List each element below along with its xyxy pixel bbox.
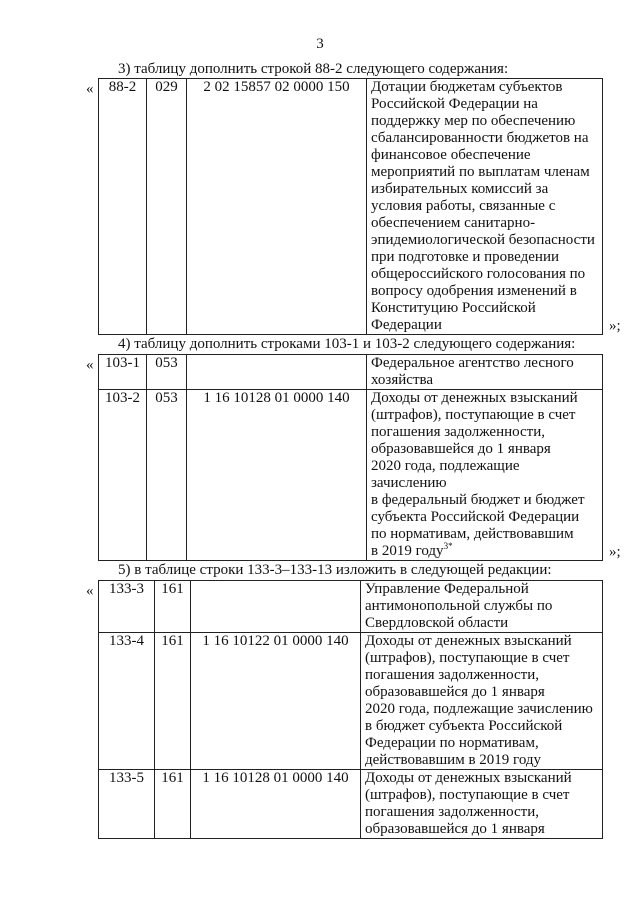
admin-code-cell: 053	[147, 355, 187, 390]
description-line: Управление Федеральной	[365, 581, 529, 597]
section5-heading: 5) в таблице строки 133-3–133-13 изложить в следующей редакции:	[118, 562, 552, 578]
section5-open-quote: «	[86, 583, 94, 599]
table-row	[99, 770, 603, 839]
description-line: финансовое обеспечение	[371, 147, 531, 163]
description-line: погашения задолженности,	[365, 667, 539, 683]
budget-code-cell: 1 16 10128 01 0000 140	[191, 770, 361, 839]
description-line: Доходы от денежных взысканий	[371, 390, 578, 406]
description-line: (штрафов), поступающие в счет	[371, 407, 576, 423]
admin-code-cell: 161	[155, 581, 191, 633]
description-line	[371, 543, 598, 560]
description-line: Федерации по нормативам,	[365, 735, 539, 751]
description-cell	[367, 390, 603, 561]
section4-table-body	[99, 355, 603, 561]
description-line: при подготовке и проведении	[371, 249, 560, 265]
description-line-text: в 2019 году	[371, 543, 444, 559]
description-line: Доходы от денежных взысканий	[365, 770, 572, 786]
section4-close-mark: »;	[609, 544, 621, 560]
footnote-mark: 3*	[443, 541, 453, 551]
description-line: Российской Федерации на	[371, 96, 538, 112]
description-cell	[361, 581, 603, 633]
section3-open-quote: «	[86, 81, 94, 97]
budget-code-cell: 1 16 10128 01 0000 140	[187, 390, 367, 561]
section5-table-body	[99, 581, 603, 839]
description-line: хозяйства	[371, 372, 434, 388]
description-line: субъекта Российской Федерации	[371, 509, 580, 525]
table-row	[99, 79, 603, 335]
description-line: (штрафов), поступающие в счет	[365, 787, 570, 803]
description-line: 2020 года, подлежащие зачислению	[365, 701, 593, 717]
row-number-cell: 103-2	[99, 390, 147, 561]
budget-code-cell	[187, 355, 367, 390]
description-line: Конституцию Российской	[371, 300, 536, 316]
budget-code-cell: 2 02 15857 02 0000 150	[187, 79, 367, 335]
description-line: Доходы от денежных взысканий	[365, 633, 572, 649]
description-line: Федерации	[371, 317, 442, 333]
admin-code-cell: 029	[147, 79, 187, 335]
section3-close-mark: »;	[609, 318, 621, 334]
description-cell	[361, 770, 603, 839]
description-line: в бюджет субъекта Российской	[365, 718, 563, 734]
section4-open-quote: «	[86, 357, 94, 373]
description-line: (штрафов), поступающие в счет	[365, 650, 570, 666]
description-line: образовавшейся до 1 января	[365, 684, 545, 700]
description-line: по нормативам, действовавшим	[371, 526, 574, 542]
section4-heading: 4) таблицу дополнить строками 103-1 и 103-2 следующего содержания:	[118, 336, 576, 352]
admin-code-cell: 161	[155, 633, 191, 770]
section3-heading: 3) таблицу дополнить строкой 88-2 следующего содержания:	[118, 61, 509, 77]
description-line: образовавшейся до 1 января	[371, 441, 551, 457]
description-line: общероссийского голосования по	[371, 266, 586, 282]
description-line: Федеральное агентство лесного	[371, 355, 574, 371]
description-line: погашения задолженности,	[371, 424, 545, 440]
table-row	[99, 633, 603, 770]
row-number-cell: 133-4	[99, 633, 155, 770]
section3-table	[98, 78, 603, 335]
description-line: 2020 года, подлежащие зачислению	[371, 458, 520, 491]
description-line: погашения задолженности,	[365, 804, 539, 820]
description-line: мероприятий по выплатам членам	[371, 164, 590, 180]
description-line: эпидемиологической безопасности	[371, 232, 595, 248]
description-cell	[367, 79, 603, 335]
description-line: обеспечением санитарно-	[371, 215, 536, 231]
description-line: вопросу одобрения изменений в	[371, 283, 577, 299]
row-number-cell: 103-1	[99, 355, 147, 390]
admin-code-cell: 053	[147, 390, 187, 561]
row-number-cell: 133-5	[99, 770, 155, 839]
row-number-cell: 133-3	[99, 581, 155, 633]
section3-table-body	[99, 79, 603, 335]
description-line: антимонопольной службы по	[365, 598, 553, 614]
section4-table	[98, 354, 603, 561]
description-line: сбалансированности бюджетов на	[371, 130, 589, 146]
budget-code-cell: 1 16 10122 01 0000 140	[191, 633, 361, 770]
description-line: Свердловской области	[365, 615, 509, 631]
description-cell	[361, 633, 603, 770]
budget-code-cell	[191, 581, 361, 633]
description-line: образовавшейся до 1 января	[365, 821, 545, 837]
table-row	[99, 355, 603, 390]
description-line: Дотации бюджетам субъектов	[371, 79, 563, 95]
page-number: 3	[316, 36, 324, 52]
description-cell	[367, 355, 603, 390]
description-line: избирательных комиссий за	[371, 181, 549, 197]
description-line: действовавшим в 2019 году	[365, 752, 542, 768]
description-line: условия работы, связанные с	[371, 198, 556, 214]
section5-table	[98, 580, 603, 839]
row-number-cell: 88-2	[99, 79, 147, 335]
admin-code-cell: 161	[155, 770, 191, 839]
table-row	[99, 390, 603, 561]
table-row	[99, 581, 603, 633]
description-line: поддержку мер по обеспечению	[371, 113, 576, 129]
description-line: в федеральный бюджет и бюджет	[371, 492, 585, 508]
